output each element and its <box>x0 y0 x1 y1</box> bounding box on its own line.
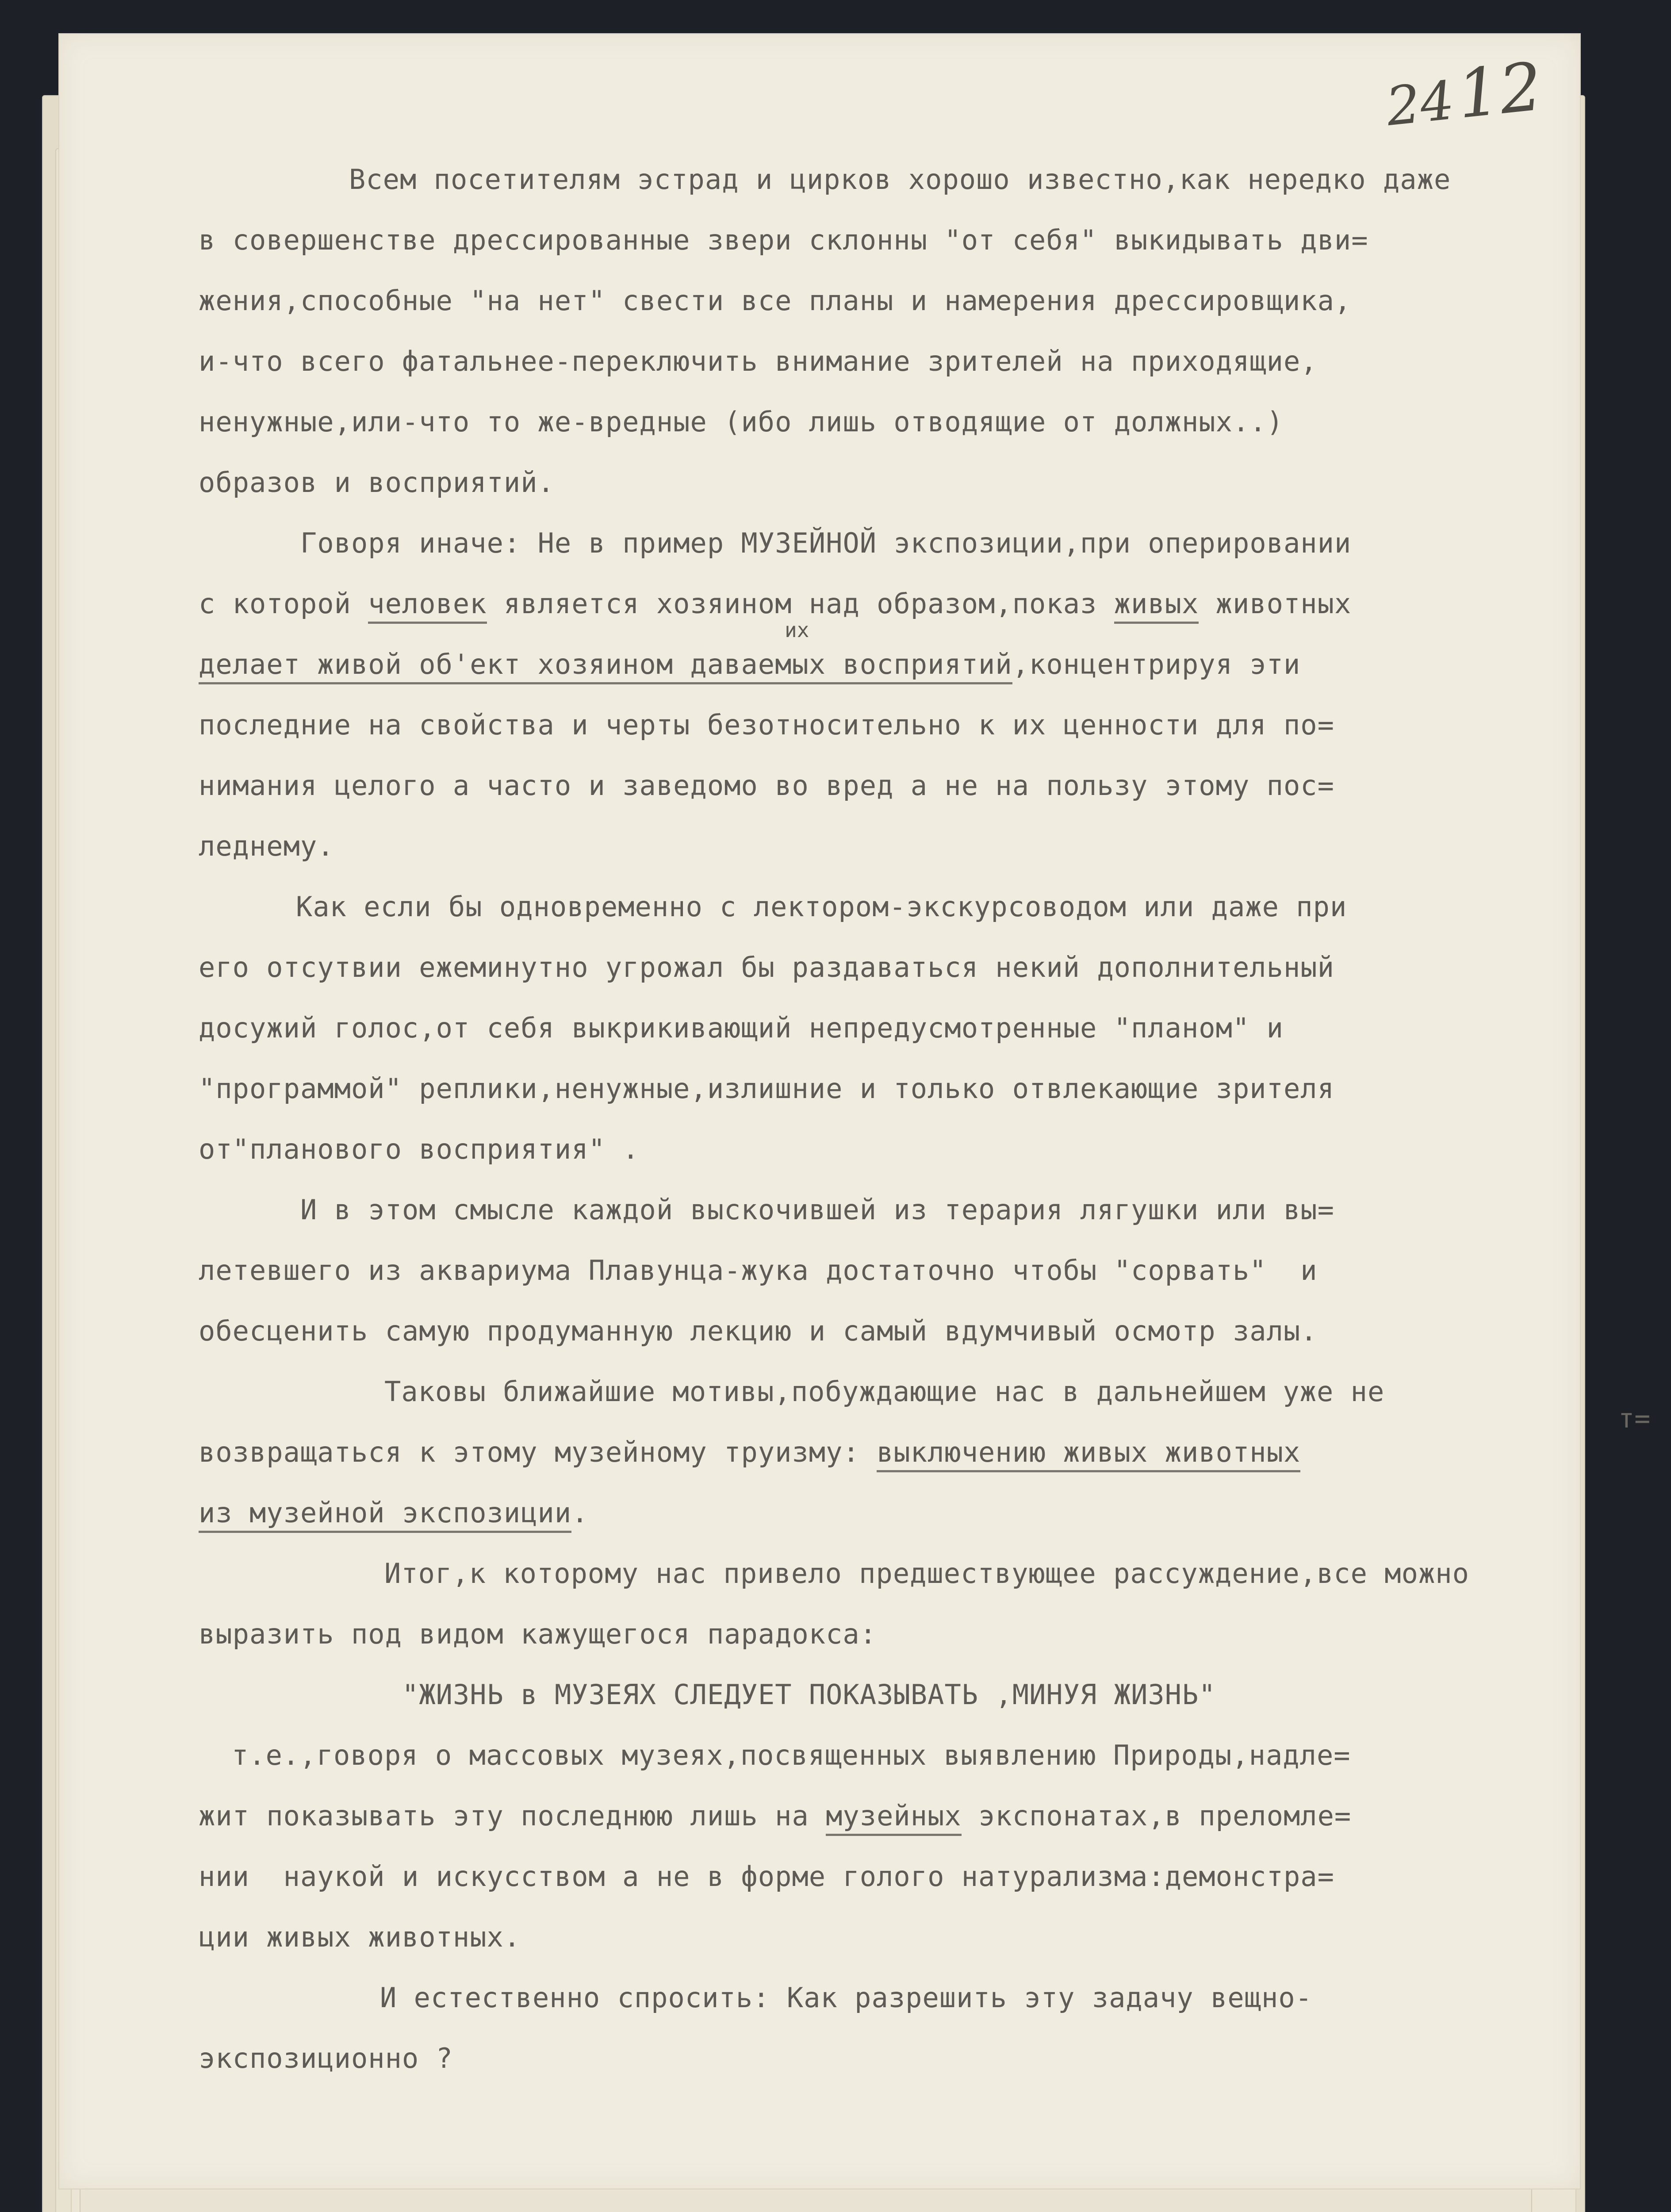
text-line: его отсутвии ежеминутно угрожал бы раздаваться некий дополнительный <box>199 951 1334 983</box>
page-number-new: 12 <box>1454 48 1546 134</box>
text-line <box>199 1482 1658 1543</box>
text-line: и-что всего фатальнее-переключить внимание зрителей на приходящие, <box>199 345 1318 377</box>
underlined-text: делает живой об'ект хозяином даваемых восприятий <box>199 648 1012 684</box>
centered-quote: "ЖИЗНЬ в МУЗЕЯХ СЛЕДУЕТ ПОКАЗЫВАТЬ ,МИНУЯ ЖИЗНЬ" <box>402 1678 1216 1711</box>
text-line: от"планового восприятия" . <box>199 1133 640 1165</box>
text-line <box>199 634 1658 695</box>
text-line <box>199 573 1658 634</box>
underlined-text: из музейной экспозиции <box>199 1497 571 1533</box>
text-line: Говоря иначе: Не в пример МУЗЕЙНОЙ экспозиции,при оперировании <box>300 527 1352 559</box>
text-line: Как если бы одновременно с лектором-экскурсоводом или даже при <box>296 891 1347 923</box>
text-line: в совершенстве дрессированные звери склонны "от себя" выкидывать дви= <box>199 224 1368 256</box>
document-body <box>199 149 1658 2089</box>
text-line: образов и восприятий. <box>199 466 555 499</box>
text-line: обесценить самую продуманную лекцию и самый вдумчивый осмотр залы. <box>199 1315 1318 1347</box>
text-line: последние на свойства и черты безотносительно к их ценности для по= <box>199 709 1334 741</box>
text-line: Таковы ближайшие мотивы,побуждающие нас в дальнейшем уже не <box>384 1375 1385 1408</box>
underlined-text: живых <box>1114 588 1199 624</box>
page-number-old: 24 <box>1384 69 1457 138</box>
text-fragment: экспонатах,в преломле= <box>961 1800 1352 1832</box>
text-line: "программой" реплики,ненужные,излишние и только отвлекающие зрителя <box>199 1072 1334 1105</box>
text-fragment: животных <box>1199 588 1352 620</box>
text-fragment: . <box>571 1497 589 1529</box>
text-line: ненужные,или-что то же-вредные (ибо лишь отводящие от должных..) <box>199 406 1284 438</box>
text-line: досужий голос,от себя выкрикивающий непредусмотренные "планом" и <box>199 1012 1284 1044</box>
text-fragment: с которой <box>199 588 368 620</box>
text-line: нимания целого а часто и заведомо во вред а не на пользу этому пос= <box>199 769 1334 802</box>
text-line: выразить под видом кажущегося парадокса: <box>199 1618 877 1650</box>
text-fragment: жит показывать эту последнюю лишь на <box>199 1800 826 1832</box>
text-line <box>199 1422 1658 1482</box>
text-line: леднему. <box>199 830 334 862</box>
text-line: И естественно спросить: Как разрешить эту задачу вещно- <box>380 1982 1312 2014</box>
text-line: Всем посетителям эстрад и цирков хорошо известно,как нередко даже <box>349 163 1451 196</box>
underlined-text: выключению живых животных <box>877 1436 1300 1472</box>
text-line: экспозиционно ? <box>199 2042 453 2074</box>
text-line: Итог,к которому нас привело предшествующее рассуждение,все можно <box>384 1557 1469 1590</box>
text-line: т.е.,говоря о массовых музеях,посвященных выявлению Природы,надле= <box>232 1739 1351 1771</box>
underlined-text: человек <box>368 588 487 624</box>
text-line: жения,способные "на нет" свести все планы и намерения дрессировщика, <box>199 284 1352 317</box>
text-line <box>199 1786 1658 1846</box>
page-number <box>1382 48 1546 141</box>
text-line: ции живых животных. <box>199 1921 521 1953</box>
text-fragment: возвращаться к этому музейному труизму: <box>199 1436 877 1468</box>
margin-mark: т= <box>1618 1403 1651 1434</box>
underlined-text: музейных <box>826 1800 962 1836</box>
text-line: нии наукой и искусством а не в форме голого натурализма:демонстра= <box>199 1860 1334 1893</box>
text-line: летевшего из аквариума Плавунца-жука достаточно чтобы "сорвать" и <box>199 1254 1318 1286</box>
text-fragment: является хозяином над образом,показ <box>487 588 1114 620</box>
text-line: И в этом смысле каждой выскочившей из терария лягушки или вы= <box>300 1194 1334 1226</box>
text-fragment: ,концентрируя эти <box>1012 648 1301 680</box>
typewritten-page <box>58 33 1651 2189</box>
interlinear-insert: их <box>785 618 809 642</box>
